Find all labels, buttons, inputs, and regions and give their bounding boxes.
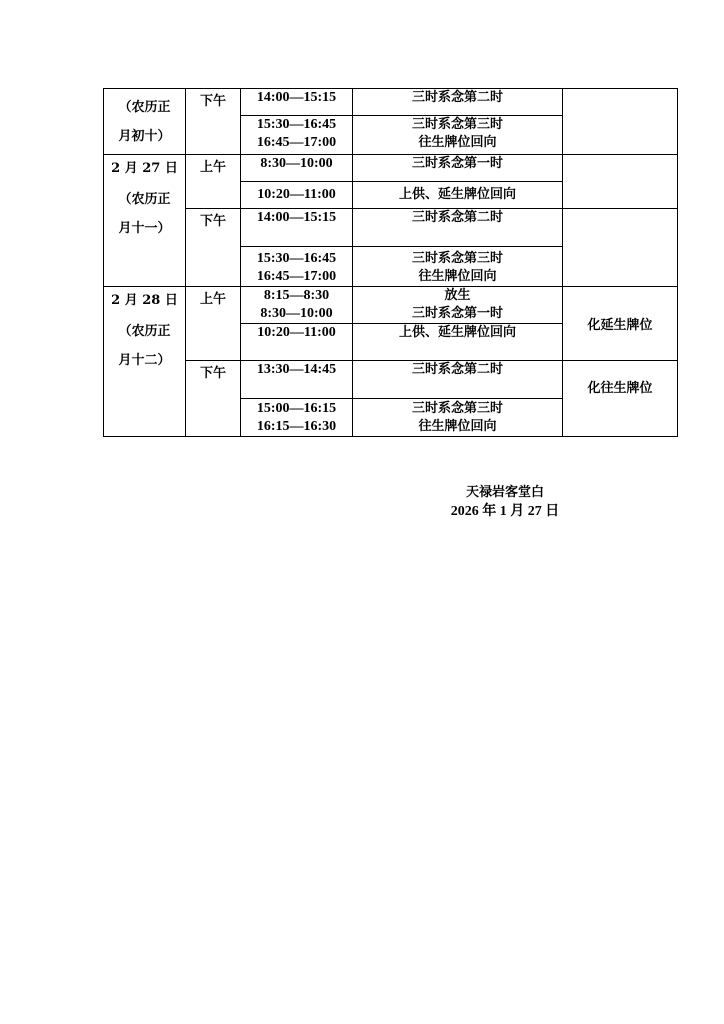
item-value: 三时系念第一时 — [411, 156, 503, 171]
time-value: 16:45—17:00 — [256, 135, 337, 150]
table-row — [104, 155, 678, 182]
time-cell — [241, 209, 353, 247]
item-value: 往生牌位回向 — [418, 135, 497, 150]
time-value: 15:00—16:15 — [256, 401, 337, 416]
date-lunar-line1: （农历正 — [118, 324, 171, 339]
period-pm: 下午 — [186, 361, 241, 437]
time-value: 13:30—14:45 — [256, 362, 337, 377]
item-value: 上供、延生牌位回向 — [398, 325, 516, 340]
table-row — [104, 361, 678, 399]
date-solar: 2 月 28 日 — [111, 293, 178, 308]
time-value: 8:30—10:00 — [260, 306, 333, 321]
period-pm: 下午 — [186, 89, 241, 155]
time-cell — [241, 182, 353, 209]
item-value: 往生牌位回向 — [418, 419, 497, 434]
item-cell — [353, 182, 563, 209]
item-value: 往生牌位回向 — [418, 269, 497, 284]
signature-org: 天禄岩客堂白 — [465, 485, 544, 500]
time-value: 14:00—15:15 — [256, 210, 337, 225]
note-cell: 化往生牌位 — [563, 361, 678, 437]
item-cell — [353, 89, 563, 116]
time-value: 16:45—17:00 — [256, 269, 337, 284]
item-cell — [353, 361, 563, 399]
item-cell — [353, 324, 563, 361]
date-lunar-line1: （农历正 — [118, 100, 171, 115]
date-lunar-line2: 月初十） — [118, 129, 171, 144]
time-cell — [241, 399, 353, 437]
item-cell — [353, 399, 563, 437]
time-cell — [241, 116, 353, 155]
item-cell — [353, 209, 563, 247]
date-cell — [104, 89, 186, 155]
item-cell — [353, 287, 563, 324]
period-am: 上午 — [186, 287, 241, 361]
note-cell: 化延生牌位 — [563, 287, 678, 361]
item-value: 三时系念第三时 — [411, 117, 503, 132]
date-lunar-line2: 月十一） — [118, 221, 171, 236]
item-value: 三时系念第三时 — [411, 251, 503, 266]
table-row — [104, 287, 678, 324]
time-value: 10:20—11:00 — [257, 187, 336, 202]
note-cell — [563, 155, 678, 209]
time-value: 8:15—8:30 — [263, 288, 330, 303]
note-cell — [563, 89, 678, 155]
item-value: 上供、延生牌位回向 — [398, 187, 516, 202]
time-cell — [241, 247, 353, 287]
time-cell — [241, 155, 353, 182]
table-row — [104, 89, 678, 116]
date-cell — [104, 155, 186, 287]
item-value: 三时系念第二时 — [411, 90, 503, 105]
time-cell — [241, 89, 353, 116]
time-cell — [241, 324, 353, 361]
time-value: 10:20—11:00 — [257, 325, 336, 340]
time-cell — [241, 361, 353, 399]
item-value: 三时系念第一时 — [411, 306, 503, 321]
signature-date: 2026 年 1 月 27 日 — [450, 504, 560, 519]
time-value: 15:30—16:45 — [256, 117, 337, 132]
item-value: 放生 — [444, 288, 471, 303]
item-cell — [353, 247, 563, 287]
item-value: 三时系念第三时 — [411, 401, 503, 416]
time-value: 14:00—15:15 — [256, 90, 337, 105]
time-value: 8:30—10:00 — [260, 156, 333, 171]
date-solar: 2 月 27 日 — [111, 161, 178, 176]
schedule-table — [103, 88, 678, 437]
item-value: 三时系念第二时 — [411, 210, 503, 225]
time-value: 16:15—16:30 — [256, 419, 337, 434]
date-cell — [104, 287, 186, 437]
date-lunar-line2: 月十二） — [118, 353, 171, 368]
note-cell — [563, 209, 678, 287]
period-pm: 下午 — [186, 209, 241, 287]
table-row — [104, 209, 678, 247]
period-am: 上午 — [186, 155, 241, 209]
time-value: 15:30—16:45 — [256, 251, 337, 266]
item-value: 三时系念第二时 — [411, 362, 503, 377]
date-lunar-line1: （农历正 — [118, 192, 171, 207]
time-cell — [241, 287, 353, 324]
item-cell — [353, 155, 563, 182]
item-cell — [353, 116, 563, 155]
